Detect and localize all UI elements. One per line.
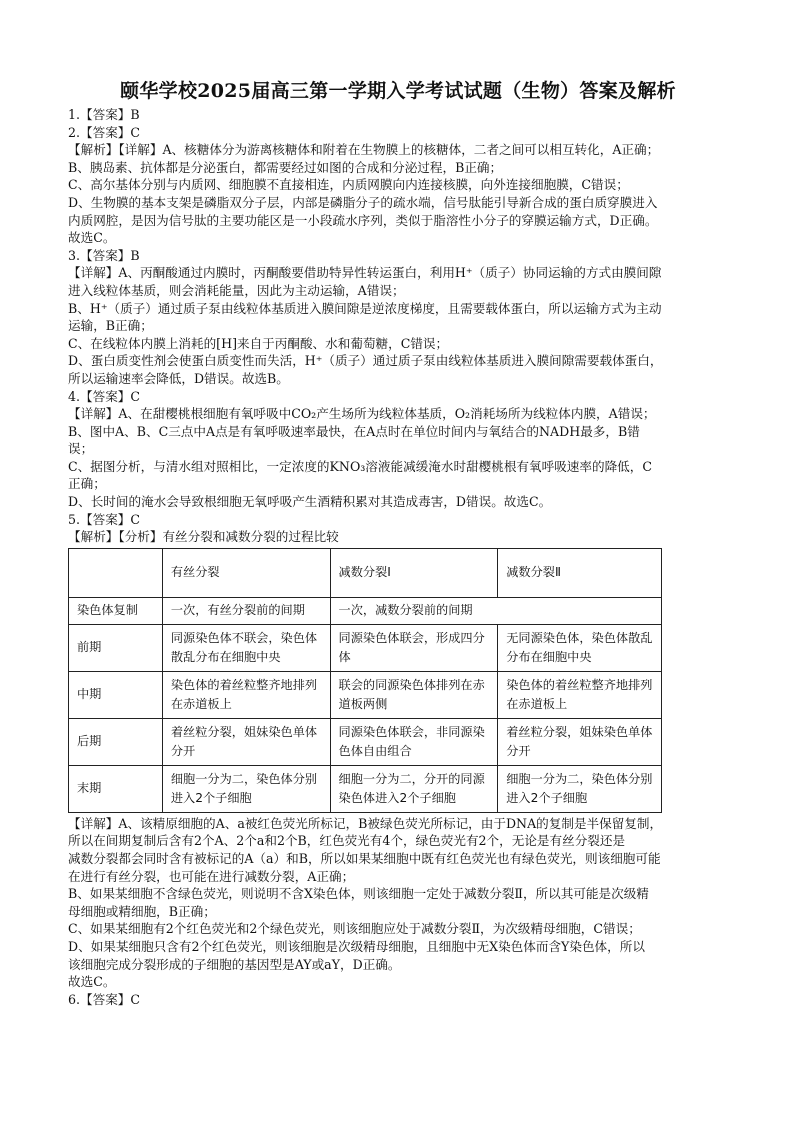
table-row bbox=[69, 718, 662, 765]
table-cell: 同源染色体不联会，染色体散乱分布在细胞中央 bbox=[162, 624, 330, 671]
explanation-line: B、H⁺（质子）通过质子泵由线粒体基质进入膜间隙是逆浓度梯度，且需要载体蛋白，所以运输方式为主动 bbox=[68, 300, 662, 316]
table-row bbox=[69, 765, 662, 812]
table-header-cell: 有丝分裂 bbox=[162, 548, 330, 597]
table-cell: 细胞一分为二，染色体分别进入2个子细胞 bbox=[498, 765, 662, 812]
table-cell: 染色体的着丝粒整齐地排列在赤道板上 bbox=[498, 671, 662, 718]
explanation-line: 减数分裂都会同时含有被标记的A（a）和B，所以如果某细胞中既有红色荧光也有绿色荧光，则该细胞可能 bbox=[68, 851, 661, 867]
table-row bbox=[69, 671, 662, 718]
table-cell: 同源染色体联会，非同源染色体自由组合 bbox=[330, 718, 498, 765]
explanation-line: 【详解】A、该精原细胞的A、a被红色荧光所标记，B被绿色荧光所标记，由于DNA的复制是半保留复制， bbox=[68, 815, 663, 831]
table-cell: 着丝粒分裂，姐妹染色单体分开 bbox=[498, 718, 662, 765]
answer-line: 5.【答案】C bbox=[68, 511, 141, 527]
table-cell: 同源染色体联会，形成四分体 bbox=[330, 624, 498, 671]
explanation-line: 在进行有丝分裂，也可能在进行减数分裂，A正确； bbox=[68, 868, 355, 884]
row-label: 前期 bbox=[69, 624, 163, 671]
explanation-line: C、高尔基体分别与内质网、细胞膜不直接相连，内质网膜向内连接核膜，向外连接细胞膜，C错误； bbox=[68, 177, 629, 193]
table-cell: 联会的同源染色体排列在赤道板两侧 bbox=[330, 671, 498, 718]
table-header-cell bbox=[69, 548, 163, 597]
explanation-line: D、生物膜的基本支架是磷脂双分子层，内部是磷脂分子的疏水端，信号肽能引导新合成的蛋白质穿膜进入 bbox=[68, 194, 658, 210]
answer-line: 6.【答案】C bbox=[68, 991, 141, 1007]
table-cell: 一次，减数分裂前的间期 bbox=[330, 597, 661, 624]
table-cell: 染色体的着丝粒整齐地排列在赤道板上 bbox=[162, 671, 330, 718]
explanation-line: C、在线粒体内膜上消耗的[H]来自于丙酮酸、水和葡萄糖，C错误； bbox=[68, 335, 449, 351]
table-cell: 无同源染色体，染色体散乱分布在细胞中央 bbox=[498, 624, 662, 671]
explanation-line: 故选C。 bbox=[68, 974, 116, 990]
explanation-line: 故选C。 bbox=[68, 230, 116, 246]
explanation-line: D、长时间的淹水会导致根细胞无氧呼吸产生酒精积累对其造成毒害，D错误。故选C。 bbox=[68, 494, 552, 510]
explanation-line: 正确； bbox=[68, 476, 106, 492]
answers-part-1 bbox=[68, 106, 728, 546]
table-cell: 着丝粒分裂，姐妹染色单体分开 bbox=[162, 718, 330, 765]
explanation-line: C、据图分析，与清水组对照相比，一定浓度的KNO₃溶液能减缓淹水时甜樱桃根有氧呼吸速率的降低，C bbox=[68, 458, 653, 474]
answer-line: 1.【答案】B bbox=[68, 107, 140, 122]
explanation-line: D、蛋白质变性剂会使蛋白质变性而失活，H⁺（质子）通过质子泵由线粒体基质进入膜间隙需要载体蛋白， bbox=[68, 353, 663, 369]
answer-line: 4.【答案】C bbox=[68, 388, 141, 404]
table-row bbox=[69, 597, 662, 624]
explanation-line: 【详解】A、丙酮酸通过内膜时，丙酮酸要借助特异性转运蛋白，利用H⁺（质子）协同运输的方式由膜间隙 bbox=[68, 265, 662, 281]
explanation-line: 误； bbox=[68, 441, 94, 457]
row-label: 中期 bbox=[69, 671, 163, 718]
explanation-line: 【解析】【分析】有丝分裂和减数分裂的过程比较 bbox=[68, 529, 339, 545]
explanation-line: 运输，B正确； bbox=[68, 318, 153, 334]
explanation-line: 所以运输速率会降低，D错误。故选B。 bbox=[68, 370, 289, 386]
row-label: 末期 bbox=[69, 765, 163, 812]
explanation-line: 【解析】【详解】A、核糖体分为游离核糖体和附着在生物膜上的核糖体，二者之间可以相互转化，A正确； bbox=[68, 142, 660, 158]
explanation-line: C、如果某细胞有2个红色荧光和2个绿色荧光，则该细胞应处于减数分裂Ⅱ，为次级精母细胞，C错误； bbox=[68, 921, 641, 937]
page-title: 颐华学校2025届高三第一学期入学考试试题（生物）答案及解析 bbox=[120, 80, 676, 102]
explanation-line: B、如果某细胞不含绿色荧光，则说明不含X染色体，则该细胞一定处于减数分裂Ⅱ，所以其可能是次级精 bbox=[68, 886, 649, 902]
explanation-line: D、如果某细胞只含有2个红色荧光，则该细胞是次级精母细胞，且细胞中无X染色体而含Y染色体，所以 bbox=[68, 939, 645, 954]
table-header-row bbox=[69, 548, 662, 597]
table-cell: 细胞一分为二，染色体分别进入2个子细胞 bbox=[162, 765, 330, 812]
answer-line: 3.【答案】B bbox=[68, 247, 140, 263]
explanation-line: 该细胞完成分裂形成的子细胞的基因型是AY或aY，D正确。 bbox=[68, 956, 401, 972]
division-comparison-table bbox=[68, 548, 662, 813]
explanation-line: B、图中A、B、C三点中A点是有氧呼吸速率最快，在A点时在单位时间内与氧结合的NADH最多，B错 bbox=[68, 423, 640, 439]
table-cell: 细胞一分为二，分开的同源染色体进入2个子细胞 bbox=[330, 765, 498, 812]
explanation-line: B、胰岛素、抗体都是分泌蛋白，都需要经过如图的合成和分泌过程，B正确； bbox=[68, 159, 503, 175]
explanation-line: 【详解】A、在甜樱桃根细胞有氧呼吸中CO₂产生场所为线粒体基质，O₂消耗场所为线粒体内膜，A错误； bbox=[68, 406, 656, 422]
answer-sheet-page bbox=[68, 78, 728, 1008]
explanation-line: 进入线粒体基质，则会消耗能量，因此为主动运输，A错误； bbox=[68, 282, 405, 298]
explanation-line: 内质网腔，是因为信号肽的主要功能区是一小段疏水序列，类似于脂溶性小分子的穿膜运输方式，D正确。 bbox=[68, 212, 658, 228]
table-header-cell: 减数分裂Ⅰ bbox=[330, 548, 498, 597]
row-label: 染色体复制 bbox=[69, 597, 163, 624]
table-cell: 一次，有丝分裂前的间期 bbox=[162, 597, 330, 624]
explanation-line: 所以在间期复制后含有2个A、2个a和2个B，红色荧光有4个，绿色荧光有2个，无论是有丝分裂还是 bbox=[68, 833, 626, 849]
explanation-line: 母细胞或精细胞，B正确； bbox=[68, 903, 216, 919]
answer-line: 2.【答案】C bbox=[68, 124, 141, 140]
table-row bbox=[69, 624, 662, 671]
table-header-cell: 减数分裂Ⅱ bbox=[498, 548, 662, 597]
row-label: 后期 bbox=[69, 718, 163, 765]
answers-part-2 bbox=[68, 815, 728, 1009]
